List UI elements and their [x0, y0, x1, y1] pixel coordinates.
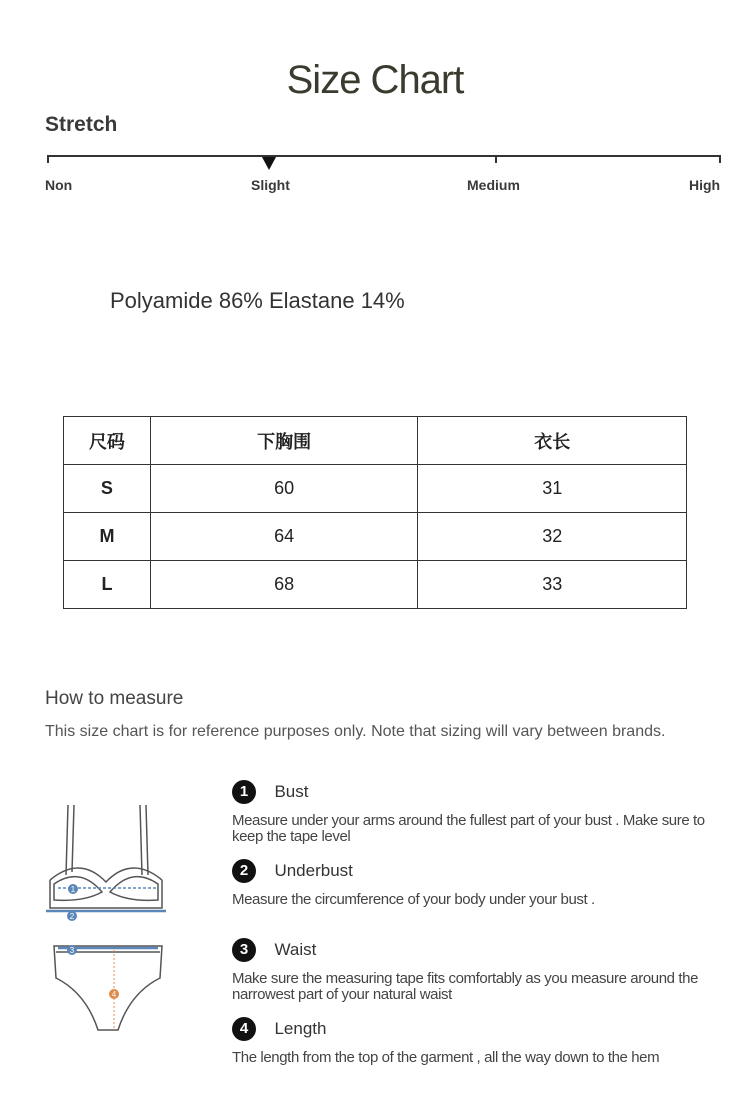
- step-title: Length: [274, 1019, 327, 1038]
- illustration-label-2: 2: [69, 912, 75, 921]
- page-title: Size Chart: [286, 58, 464, 102]
- stretch-scale-line: [47, 155, 721, 157]
- cell-underbust: 64: [150, 513, 418, 561]
- table-header-row: [64, 417, 687, 465]
- step-description: The length from the top of the garment , all the way down to the hem: [232, 1049, 660, 1066]
- how-to-measure-title: How to measure: [45, 688, 184, 709]
- table-row: [64, 561, 687, 609]
- stretch-label: Stretch: [45, 113, 118, 136]
- stretch-tick-high: [719, 155, 721, 163]
- step-description: Make sure the measuring tape fits comfortably as you measure around the narrowest part of your natural waist: [232, 970, 699, 1003]
- size-table: [63, 416, 687, 609]
- bra-illustration-icon: [40, 800, 170, 925]
- cell-length: 32: [418, 513, 687, 561]
- cell-underbust: 60: [150, 465, 418, 513]
- header-length: 衣长: [418, 417, 687, 465]
- measure-step-waist: [232, 938, 316, 962]
- table-row: [64, 513, 687, 561]
- measure-step-bust: [232, 780, 308, 804]
- illustration-label-1: 1: [70, 885, 76, 894]
- cell-size: L: [64, 561, 151, 609]
- cell-size: M: [64, 513, 151, 561]
- illustration-label-4: 4: [111, 990, 117, 999]
- stretch-level-non: Non: [45, 177, 73, 193]
- cell-length: 31: [418, 465, 687, 513]
- step-number-2-icon: 2: [232, 859, 256, 883]
- cell-length: 33: [418, 561, 687, 609]
- step-number-1-icon: 1: [232, 780, 256, 804]
- illustration-label-3: 3: [69, 946, 75, 955]
- header-size: 尺码: [64, 417, 151, 465]
- step-title: Waist: [274, 940, 317, 959]
- stretch-tick-non: [47, 155, 49, 163]
- material-composition: Polyamide 86% Elastane 14%: [110, 288, 405, 313]
- step-title: Bust: [274, 782, 309, 801]
- cell-size: S: [64, 465, 151, 513]
- measure-step-underbust: [232, 859, 353, 883]
- cell-underbust: 68: [150, 561, 418, 609]
- brief-illustration-icon: [40, 938, 170, 1038]
- step-description: Measure the circumference of your body under your bust .: [232, 891, 595, 908]
- table-row: [64, 465, 687, 513]
- stretch-level-medium: Medium: [467, 177, 520, 193]
- how-to-measure-note: This size chart is for reference purposes only. Note that sizing will vary between brands.: [45, 723, 666, 740]
- measure-step-length: [232, 1017, 326, 1041]
- header-underbust: 下胸围: [150, 417, 418, 465]
- stretch-level-high: High: [689, 177, 721, 193]
- step-number-4-icon: 4: [232, 1017, 256, 1041]
- stretch-tick-medium: [495, 155, 497, 163]
- step-title: Underbust: [274, 861, 353, 880]
- step-description: Measure under your arms around the fullest part of your bust . Make sure to keep the tape level: [232, 812, 705, 845]
- stretch-level-slight: Slight: [251, 177, 290, 193]
- stretch-selected-marker-icon: [262, 157, 276, 170]
- step-number-3-icon: 3: [232, 938, 256, 962]
